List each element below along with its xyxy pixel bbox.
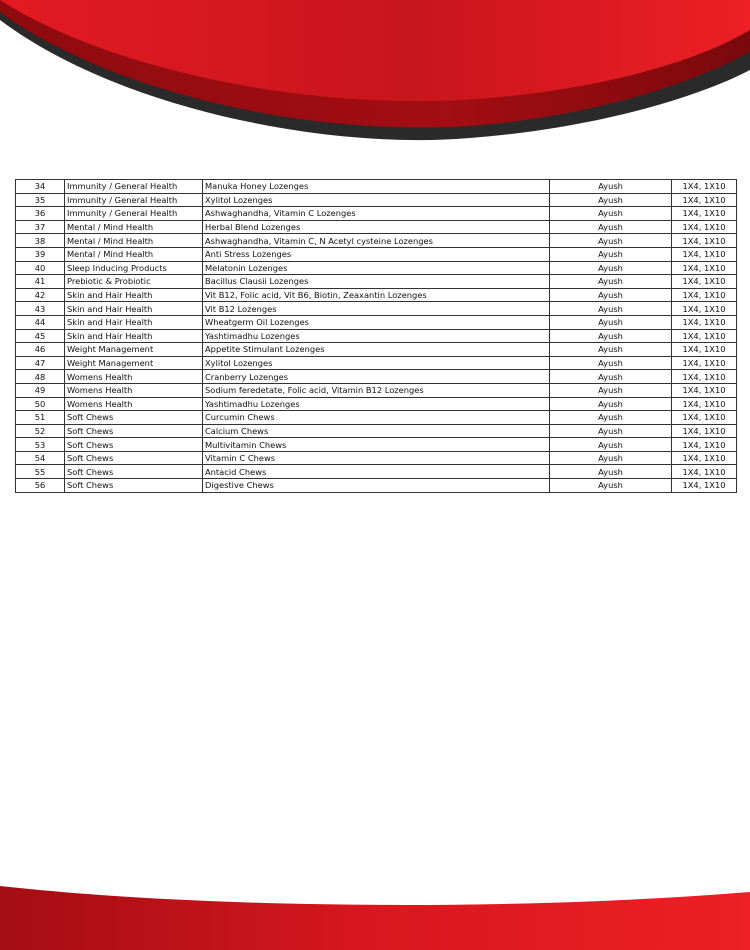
product-cell: Herbal Blend Lozenges: [203, 220, 550, 234]
table-row: [16, 343, 737, 357]
row-number: 54: [16, 451, 65, 465]
category-cell: Soft Chews: [65, 479, 203, 493]
category-cell: Womens Health: [65, 383, 203, 397]
row-number: 44: [16, 315, 65, 329]
product-cell: Ashwaghandha, Vitamin C Lozenges: [203, 207, 550, 221]
table-row: [16, 207, 737, 221]
pack-size-cell: 1X4, 1X10: [672, 220, 737, 234]
product-cell: Wheatgerm Oil Lozenges: [203, 315, 550, 329]
product-cell: Appetite Stimulant Lozenges: [203, 343, 550, 357]
row-number: 36: [16, 207, 65, 221]
pack-size-cell: 1X4, 1X10: [672, 451, 737, 465]
supplier-cell: Ayush: [550, 424, 672, 438]
table-row: [16, 438, 737, 452]
row-number: 46: [16, 343, 65, 357]
row-number: 50: [16, 397, 65, 411]
supplier-cell: Ayush: [550, 329, 672, 343]
row-number: 40: [16, 261, 65, 275]
footer-banner: [0, 878, 750, 950]
category-cell: Soft Chews: [65, 451, 203, 465]
product-cell: Xylitol Lozenges: [203, 356, 550, 370]
pack-size-cell: 1X4, 1X10: [672, 275, 737, 289]
category-cell: Mental / Mind Health: [65, 220, 203, 234]
pack-size-cell: 1X4, 1X10: [672, 261, 737, 275]
supplier-cell: Ayush: [550, 193, 672, 207]
row-number: 55: [16, 465, 65, 479]
table-row: [16, 383, 737, 397]
category-cell: Soft Chews: [65, 438, 203, 452]
category-cell: Soft Chews: [65, 465, 203, 479]
product-cell: Curcumin Chews: [203, 411, 550, 425]
category-cell: Soft Chews: [65, 424, 203, 438]
supplier-cell: Ayush: [550, 302, 672, 316]
pack-size-cell: 1X4, 1X10: [672, 247, 737, 261]
supplier-cell: Ayush: [550, 261, 672, 275]
supplier-cell: Ayush: [550, 383, 672, 397]
category-cell: Sleep Inducing Products: [65, 261, 203, 275]
supplier-cell: Ayush: [550, 356, 672, 370]
pack-size-cell: 1X4, 1X10: [672, 207, 737, 221]
table-row: [16, 261, 737, 275]
supplier-cell: Ayush: [550, 207, 672, 221]
table-row: [16, 193, 737, 207]
table-row: [16, 180, 737, 194]
row-number: 49: [16, 383, 65, 397]
table-row: [16, 288, 737, 302]
category-cell: Prebiotic & Probiotic: [65, 275, 203, 289]
pack-size-cell: 1X4, 1X10: [672, 397, 737, 411]
category-cell: Mental / Mind Health: [65, 234, 203, 248]
table-row: [16, 356, 737, 370]
category-cell: Womens Health: [65, 370, 203, 384]
product-cell: Vit B12 Lozenges: [203, 302, 550, 316]
category-cell: Womens Health: [65, 397, 203, 411]
row-number: 47: [16, 356, 65, 370]
category-cell: Mental / Mind Health: [65, 247, 203, 261]
row-number: 35: [16, 193, 65, 207]
supplier-cell: Ayush: [550, 288, 672, 302]
table-row: [16, 479, 737, 493]
supplier-cell: Ayush: [550, 397, 672, 411]
pack-size-cell: 1X4, 1X10: [672, 288, 737, 302]
supplier-cell: Ayush: [550, 234, 672, 248]
pack-size-cell: 1X4, 1X10: [672, 411, 737, 425]
table-row: [16, 315, 737, 329]
supplier-cell: Ayush: [550, 343, 672, 357]
category-cell: Skin and Hair Health: [65, 302, 203, 316]
product-table: [15, 179, 737, 493]
product-table-container: [15, 179, 736, 493]
table-row: [16, 465, 737, 479]
product-cell: Multivitamin Chews: [203, 438, 550, 452]
pack-size-cell: 1X4, 1X10: [672, 438, 737, 452]
product-cell: Yashtimadhu Lozenges: [203, 397, 550, 411]
product-cell: Manuka Honey Lozenges: [203, 180, 550, 194]
product-cell: Vitamin C Chews: [203, 451, 550, 465]
row-number: 56: [16, 479, 65, 493]
supplier-cell: Ayush: [550, 315, 672, 329]
product-cell: Antacid Chews: [203, 465, 550, 479]
product-cell: Sodium feredetate, Folic acid, Vitamin B12 Lozenges: [203, 383, 550, 397]
supplier-cell: Ayush: [550, 451, 672, 465]
category-cell: Skin and Hair Health: [65, 329, 203, 343]
pack-size-cell: 1X4, 1X10: [672, 383, 737, 397]
supplier-cell: Ayush: [550, 247, 672, 261]
pack-size-cell: 1X4, 1X10: [672, 193, 737, 207]
product-cell: Xylitol Lozenges: [203, 193, 550, 207]
pack-size-cell: 1X4, 1X10: [672, 329, 737, 343]
row-number: 38: [16, 234, 65, 248]
product-cell: Anti Stress Lozenges: [203, 247, 550, 261]
product-cell: Digestive Chews: [203, 479, 550, 493]
category-cell: Weight Management: [65, 356, 203, 370]
pack-size-cell: 1X4, 1X10: [672, 465, 737, 479]
pack-size-cell: 1X4, 1X10: [672, 302, 737, 316]
supplier-cell: Ayush: [550, 465, 672, 479]
supplier-cell: Ayush: [550, 411, 672, 425]
table-row: [16, 234, 737, 248]
pack-size-cell: 1X4, 1X10: [672, 370, 737, 384]
category-cell: Skin and Hair Health: [65, 288, 203, 302]
pack-size-cell: 1X4, 1X10: [672, 343, 737, 357]
row-number: 45: [16, 329, 65, 343]
row-number: 42: [16, 288, 65, 302]
product-table-body: [16, 180, 737, 493]
table-row: [16, 424, 737, 438]
table-row: [16, 411, 737, 425]
product-cell: Yashtimadhu Lozenges: [203, 329, 550, 343]
supplier-cell: Ayush: [550, 275, 672, 289]
pack-size-cell: 1X4, 1X10: [672, 424, 737, 438]
product-cell: Melatonin Lozenges: [203, 261, 550, 275]
row-number: 48: [16, 370, 65, 384]
product-cell: Ashwaghandha, Vitamin C, N Acetyl cysteine Lozenges: [203, 234, 550, 248]
row-number: 43: [16, 302, 65, 316]
supplier-cell: Ayush: [550, 370, 672, 384]
pack-size-cell: 1X4, 1X10: [672, 315, 737, 329]
pack-size-cell: 1X4, 1X10: [672, 180, 737, 194]
product-cell: Calcium Chews: [203, 424, 550, 438]
row-number: 37: [16, 220, 65, 234]
product-cell: Vit B12, Folic acid, Vit B6, Biotin, Zeaxantin Lozenges: [203, 288, 550, 302]
table-row: [16, 329, 737, 343]
category-cell: Skin and Hair Health: [65, 315, 203, 329]
table-row: [16, 220, 737, 234]
category-cell: Immunity / General Health: [65, 207, 203, 221]
pack-size-cell: 1X4, 1X10: [672, 234, 737, 248]
supplier-cell: Ayush: [550, 438, 672, 452]
row-number: 53: [16, 438, 65, 452]
table-row: [16, 370, 737, 384]
table-row: [16, 302, 737, 316]
product-cell: Cranberry Lozenges: [203, 370, 550, 384]
table-row: [16, 397, 737, 411]
category-cell: Weight Management: [65, 343, 203, 357]
supplier-cell: Ayush: [550, 220, 672, 234]
table-row: [16, 247, 737, 261]
category-cell: Soft Chews: [65, 411, 203, 425]
row-number: 39: [16, 247, 65, 261]
row-number: 51: [16, 411, 65, 425]
product-cell: Bacillus Clausii Lozenges: [203, 275, 550, 289]
row-number: 52: [16, 424, 65, 438]
category-cell: Immunity / General Health: [65, 180, 203, 194]
supplier-cell: Ayush: [550, 180, 672, 194]
pack-size-cell: 1X4, 1X10: [672, 356, 737, 370]
row-number: 34: [16, 180, 65, 194]
table-row: [16, 275, 737, 289]
row-number: 41: [16, 275, 65, 289]
pack-size-cell: 1X4, 1X10: [672, 479, 737, 493]
supplier-cell: Ayush: [550, 479, 672, 493]
table-row: [16, 451, 737, 465]
header-banner: [0, 0, 750, 150]
footer-red-curve: [0, 886, 750, 950]
category-cell: Immunity / General Health: [65, 193, 203, 207]
